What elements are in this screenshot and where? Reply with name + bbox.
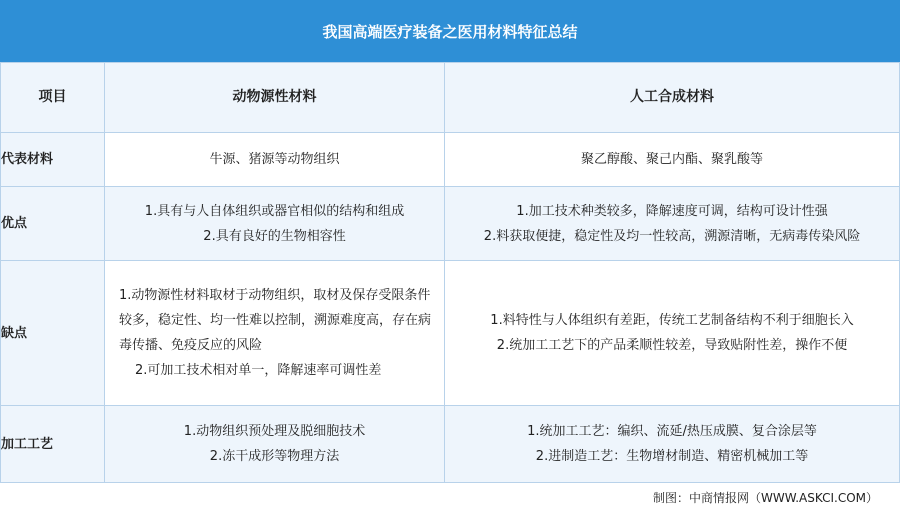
cell-representative-synthetic [445,133,900,187]
source-caption: 制图：中商情报网（WWW.ASKCI.COM） [0,486,900,510]
row-label-pros: 优点 [1,187,105,261]
cell-line: 聚乙醇酸、聚己内酯、聚乳酸等 [580,152,763,167]
cell-line: 1.具有与人自体组织或器官相似的结构和组成 [144,203,405,219]
cell-cons-synthetic [445,261,900,406]
comparison-table [0,62,900,483]
table-row-cons [1,261,900,406]
header-synthetic-material: 人工合成材料 [445,63,900,133]
cell-line: 2.统加工工艺下的产品柔顺性较差，导致贴附性差，操作不便 [496,338,848,353]
cell-representative-animal [105,133,445,187]
table-title: 我国高端医疗装备之医用材料特征总结 [0,0,900,62]
table-row-process [1,406,900,483]
cell-line: 2.可加工技术相对单一，降解速率可调性差 [135,363,382,378]
cell-process-synthetic [445,406,900,483]
header-animal-material: 动物源性材料 [105,63,445,133]
row-label-representative: 代表材料 [1,133,105,187]
table-row-representative [1,133,900,187]
cell-line: 1.加工技术种类较多，降解速度可调，结构可设计性强 [516,203,828,219]
table-header-row [1,63,900,133]
header-item: 项目 [1,63,105,133]
cell-line: 1.动物组织预处理及脱细胞技术 [183,424,366,439]
cell-line: 2.进制造工艺：生物增材制造、精密机械加工等 [535,449,809,464]
cell-line: 1.料特性与人体组织有差距，传统工艺制备结构不利于细胞长入 [490,313,854,328]
cell-line: 2.具有良好的生物相容性 [203,228,346,244]
cell-line: 牛源、猪源等动物组织 [209,152,340,167]
cell-line: 2.冻干成形等物理方法 [209,449,340,464]
cell-cons-animal [105,261,445,406]
cell-pros-animal [105,187,445,261]
cell-pros-synthetic [445,187,900,261]
cell-process-animal [105,406,445,483]
table-row-pros [1,187,900,261]
cell-line: 1.动物源性材料取材于动物组织，取材及保存受限条件较多，稳定性、均一性难以控制，溯源难度高，存在病毒传播、免疫反应的风险 [119,288,432,353]
row-label-cons: 缺点 [1,261,105,406]
row-label-process: 加工工艺 [1,406,105,483]
cell-line: 1.统加工工艺：编织、流延/热压成膜、复合涂层等 [527,424,817,439]
cell-line: 2.料获取便捷，稳定性及均一性较高，溯源清晰，无病毒传染风险 [483,228,861,244]
